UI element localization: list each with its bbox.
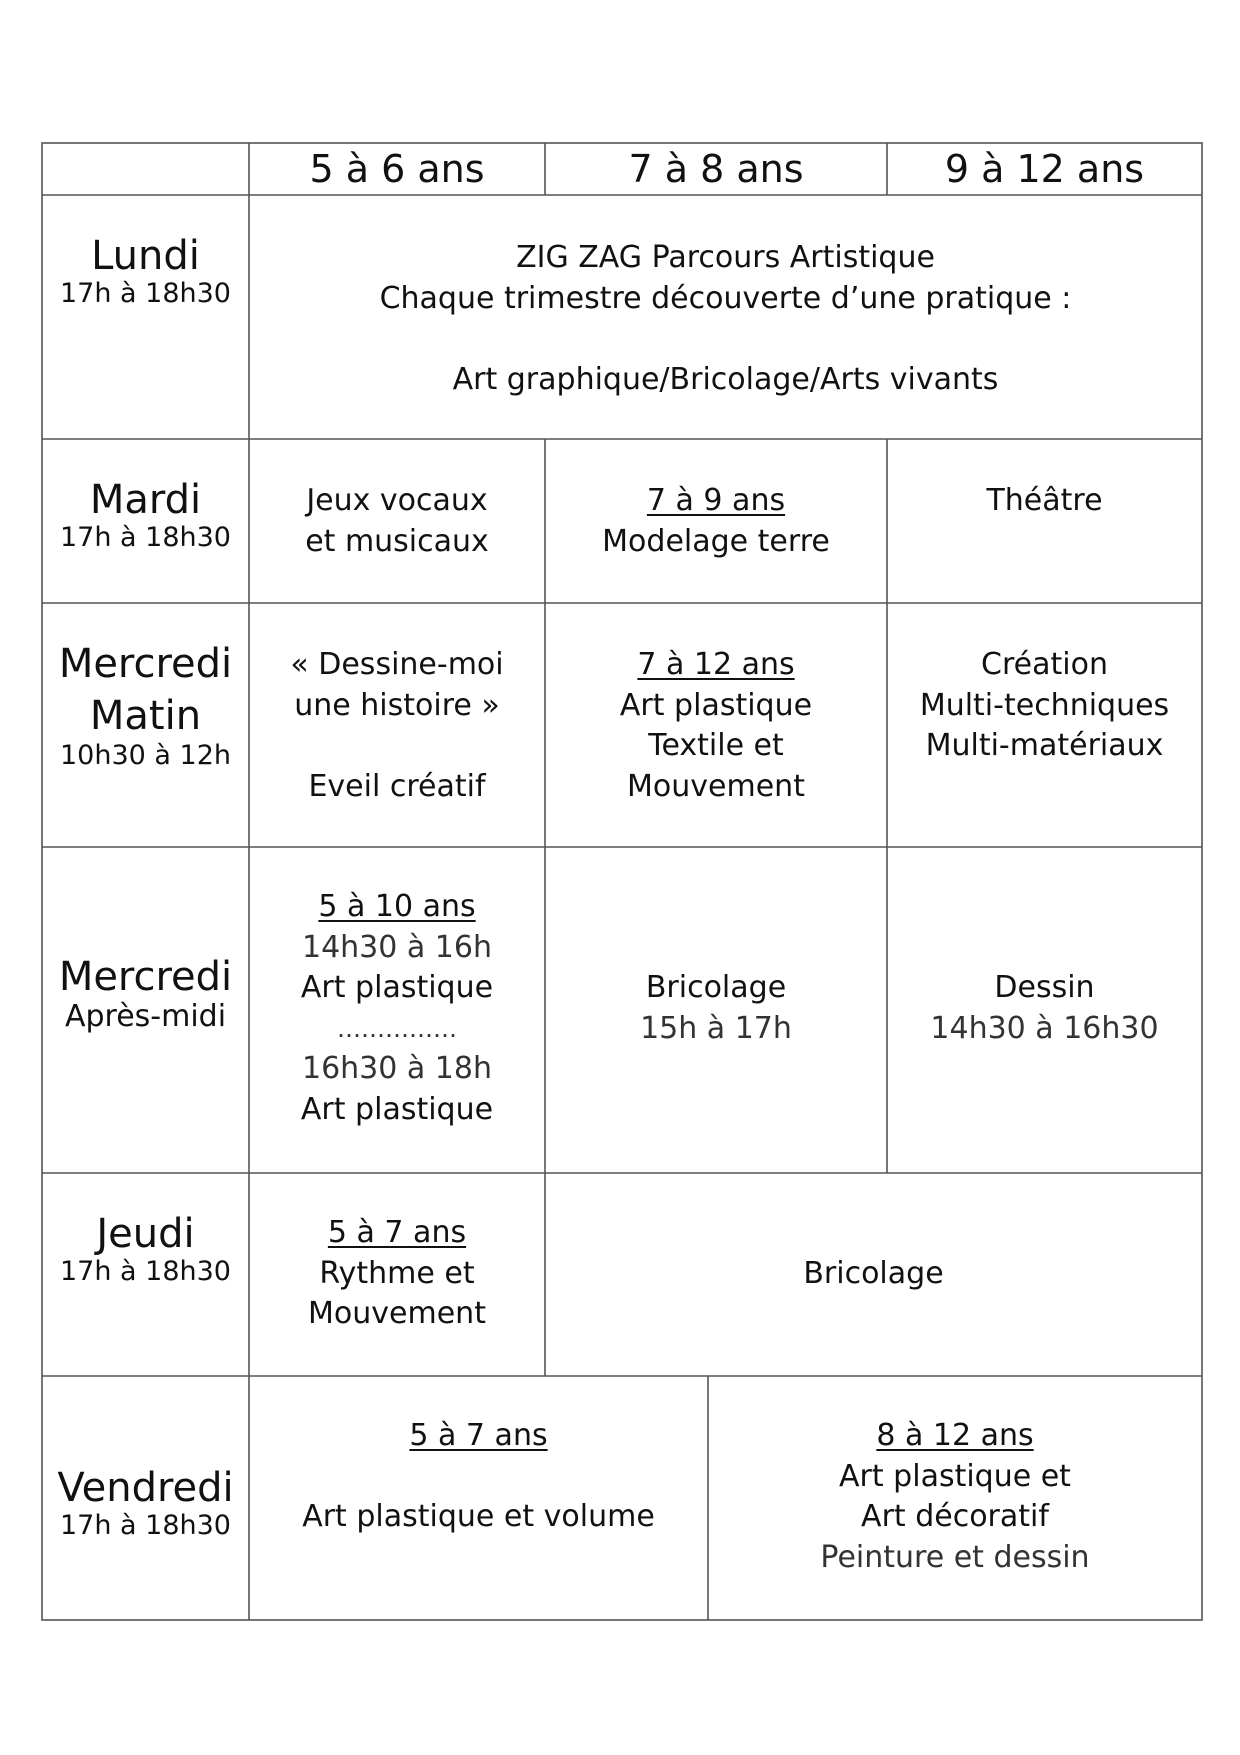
header-age-7-8: 7 à 8 ans: [628, 147, 804, 191]
day-label-mercredi-apres-midi: [42, 951, 249, 1038]
mardi-col3: Théâtre: [986, 483, 1103, 518]
day-name: Mercredi: [58, 954, 233, 1000]
day-label-vendredi: [42, 1462, 249, 1547]
day-label-mercredi-matin: [42, 638, 249, 777]
mercredi-aprem-col2: Bricolage 15h à 17h: [640, 970, 792, 1046]
mardi-col2: 7 à 9 ans Modelage terre: [602, 483, 830, 559]
age-label: 7 à 12 ans: [637, 647, 795, 682]
vendredi-left: 5 à 7 ans Art plastique et volume: [302, 1418, 655, 1534]
mercredi-matin-col1: « Dessine-moi une histoire » Eveil créatif: [290, 647, 504, 804]
jeudi-col1: 5 à 7 ans Rythme et Mouvement: [308, 1215, 486, 1331]
day-time: 10h30 à 12h: [59, 740, 231, 771]
jeudi-col23: Bricolage: [803, 1256, 944, 1291]
mercredi-aprem-col3: Dessin 14h30 à 16h30: [930, 970, 1159, 1046]
vendredi-right: 8 à 12 ans Art plastique et Art décoratif Peinture et dessin: [820, 1418, 1090, 1575]
age-label: 5 à 10 ans: [318, 889, 476, 924]
day-label-jeudi: [42, 1208, 249, 1293]
day-time: 17h à 18h30: [59, 522, 231, 553]
header-age-9-12: 9 à 12 ans: [944, 147, 1145, 191]
day-name: Mercredi: [58, 641, 233, 687]
day-label-mardi: [42, 474, 249, 559]
day-name: Mardi: [89, 477, 202, 523]
mercredi-aprem-col1: 5 à 10 ans 14h30 à 16h Art plastique …………… 16h30 à 18h Art plastique: [300, 889, 494, 1127]
day-name: Lundi: [91, 233, 200, 279]
day-time: 17h à 18h30: [59, 1510, 231, 1541]
mercredi-matin-col3: Création Multi-techniques Multi-matériaux: [919, 647, 1170, 763]
age-label: 5 à 7 ans: [409, 1418, 548, 1453]
age-label: 8 à 12 ans: [876, 1418, 1034, 1453]
age-label: 7 à 9 ans: [646, 483, 786, 518]
day-name: Jeudi: [96, 1211, 195, 1257]
header-age-5-6: 5 à 6 ans: [309, 147, 485, 191]
day-time: 17h à 18h30: [59, 1256, 231, 1287]
age-label: 5 à 7 ans: [327, 1215, 467, 1250]
mercredi-matin-col2: 7 à 12 ans Art plastique Textile et Mouvement: [619, 647, 813, 804]
day-part: Matin: [89, 693, 202, 739]
separator: ……………: [337, 1014, 457, 1043]
day-name: Vendredi: [57, 1465, 234, 1511]
day-part: Après-midi: [64, 999, 227, 1034]
lundi-activity: ZIG ZAG Parcours Artistique Chaque trimestre découverte d’une pratique : Art graphique/Bricolage/Arts vivants: [379, 240, 1072, 397]
day-label-lundi: [42, 230, 249, 315]
mardi-col1: Jeux vocaux et musicaux: [305, 483, 489, 559]
day-time: 17h à 18h30: [59, 278, 231, 309]
